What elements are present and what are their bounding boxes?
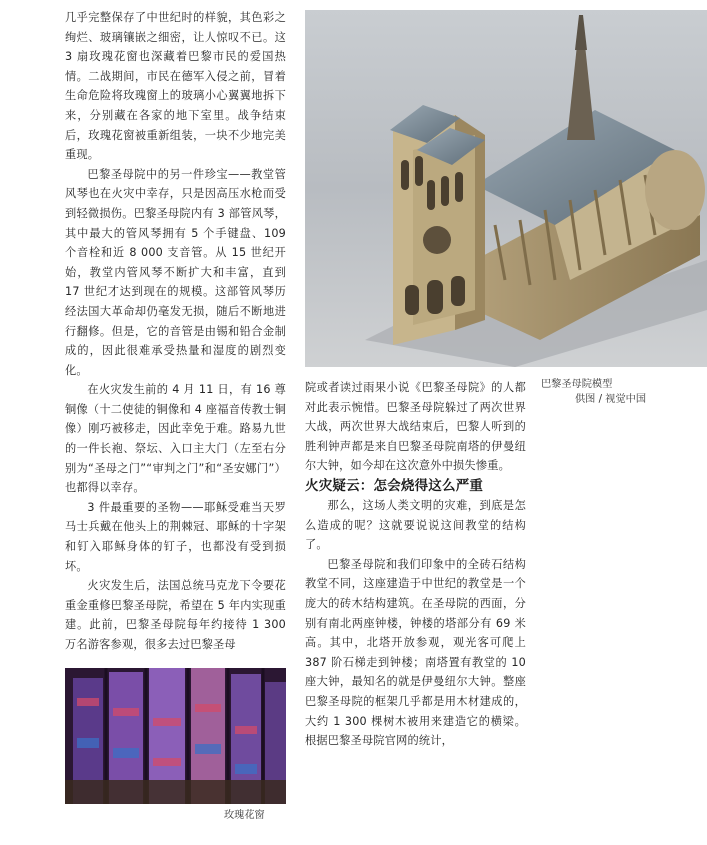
paragraph: 巴黎圣母院和我们印象中的全砖石结构教堂不同，这座建造于中世纪的教堂是一个庞大的砖木结构建筑。在圣母院的西面，分别有南北两座钟楼，钟楼的塔部分有 69 米高。其中，北塔开放参观，观光客可爬上 387 阶石梯走到钟楼；南塔置有教堂的 10 座大钟，最知名的就是伊曼纽尔大钟。整座巴黎圣母院的框架几乎都是用木材建成的，大约 1 300 棵树木被用来建造它的横梁。根据巴黎圣母院官网的统计，	[305, 557, 526, 748]
stained-glass-illustration	[65, 668, 286, 804]
paragraph: 院或者读过雨果小说《巴黎圣母院》的人都对此表示惋惜。巴黎圣母院躲过了两次世界大战，两次世界大战结束后，巴黎人听到的胜利钟声都是来自巴黎圣母院南塔的伊曼纽尔大钟，如今却在这次意外中损失惨重。	[305, 381, 526, 473]
article-column-left	[65, 8, 286, 655]
notre-dame-model-photo	[305, 10, 707, 367]
paragraph: 火灾发生后，法国总统马克龙下令要花重金重修巴黎圣母院，希望在 5 年内实现重建。此前，巴黎圣母院每年约接待 1 300 万名游客参观，很多去过巴黎圣母	[65, 579, 286, 651]
caption-title: 巴黎圣母院模型	[541, 379, 613, 390]
paragraph: 巴黎圣母院中的另一件珍宝——教堂管风琴也在火灾中幸存，只是因高压水枪而受到轻微损伤。巴黎圣母院内有 3 部管风琴，其中最大的管风琴拥有 5 个手键盘、109 个音栓和近 8 000 支音管。从 15 世纪开始，教堂内管风琴不断扩大和丰富，直到 17 世纪才达到现在的规模。这部管风琴历经法国大革命却仍毫发无损，随后不断地进行翻修。但是，它的音管是由锡和铅合金制成的，因此很难承受热量和湿度的剧烈变化。	[65, 167, 286, 377]
article-column-right	[305, 378, 526, 751]
caption-credit: 供图 / 视觉中国	[575, 394, 647, 405]
rose-window-caption: 玫瑰花窗	[224, 810, 265, 821]
rose-window-photo	[65, 668, 286, 804]
cathedral-model-illustration	[305, 10, 707, 367]
paragraph: 那么，这场人类文明的灾难，到底是怎么造成的呢？这就要说说这间教堂的结构了。	[305, 498, 526, 552]
paragraph: 在火灾发生前的 4 月 11 日，有 16 尊铜像（十二使徒的铜像和 4 座福音传教士铜像）刚巧被移走，因此幸免于难。路易九世的一件长袍、祭坛、入口主大门（左至右分别为“圣母之门”“审判之门”和“圣安娜门”）也都得以幸存。	[65, 383, 286, 495]
paragraph: 3 件最重要的圣物——耶稣受难当天罗马士兵戴在他头上的荆棘冠、耶稣的十字架和钉入耶稣身体的钉子，也都没有受到损坏。	[65, 500, 286, 573]
section-heading: 火灾疑云：怎会烧得这么严重	[305, 477, 484, 493]
paragraph: 几乎完整保存了中世纪时的样貌，其色彩之绚烂、玻璃镶嵌之细密，让人惊叹不已。这 3 扇玫瑰花窗也深藏着巴黎市民的爱国热情。二战期间，市民在德军入侵之前，冒着生命危险将玫瑰窗上的玻璃小心翼翼地拆下来，分别藏在各家的地下室里。战争结束后，玫瑰花窗被重新组装，一块不少地完美重现。	[65, 11, 286, 162]
model-photo-caption	[541, 377, 701, 407]
